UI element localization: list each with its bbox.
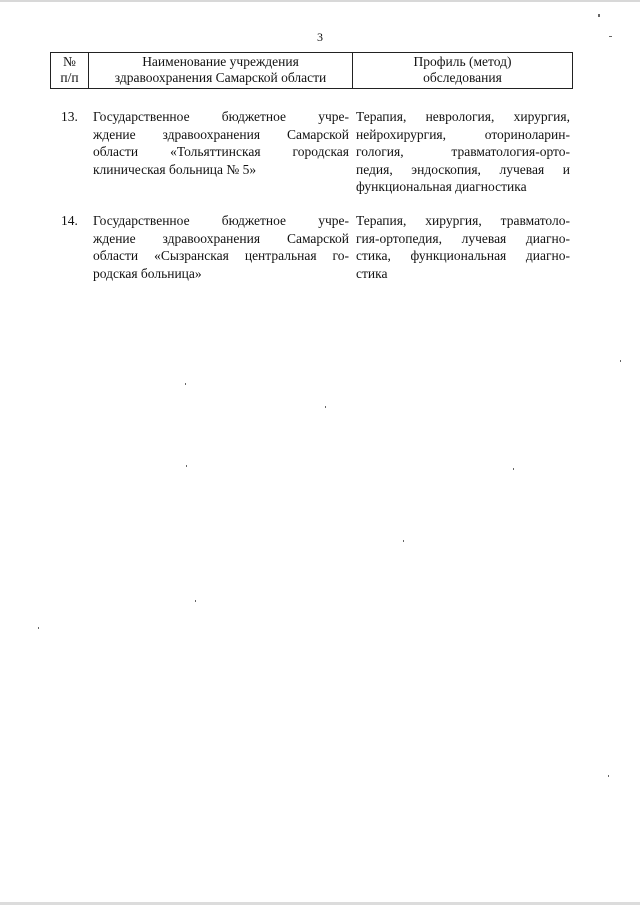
institution-name: Государственное бюджетное учре- ждение здравоохранения Самарской области «Сызранская центральная го- родская больница» (93, 213, 349, 281)
page-number: 3 (317, 30, 323, 44)
institution-name: Государственное бюджетное учре- ждение здравоохранения Самарской области «Тольяттинская городская клиническая больница № 5» (93, 109, 349, 177)
scan-speck (325, 406, 326, 408)
scan-speck (195, 600, 196, 602)
scan-edge-top (0, 0, 640, 2)
scan-speck (609, 36, 612, 37)
examination-profile: Терапия, неврология, хирургия, нейрохирургия, оториноларин- гология, травматология-орто- педия, эндоскопия, лучевая и функциональная диагностика (356, 109, 570, 195)
table-header (50, 52, 573, 89)
row-number: 14. (61, 213, 78, 228)
scan-speck (608, 775, 609, 777)
row-number: 13. (61, 109, 78, 124)
scan-speck (513, 468, 514, 470)
scan-speck (403, 540, 404, 542)
header-number: № п/п (51, 53, 89, 89)
header-institution: Наименование учреждения здравоохранения Самарской области (89, 53, 353, 89)
examination-profile: Терапия, хирургия, травматоло- гия-ортопедия, лучевая диагно- стика, функциональная диагно- стика (356, 213, 570, 281)
scan-speck (38, 627, 39, 629)
scan-speck (186, 465, 187, 467)
header-profile: Профиль (метод) обследования (353, 53, 573, 89)
scan-speck (185, 383, 186, 385)
scan-speck (620, 360, 621, 362)
scan-speck (598, 14, 600, 17)
